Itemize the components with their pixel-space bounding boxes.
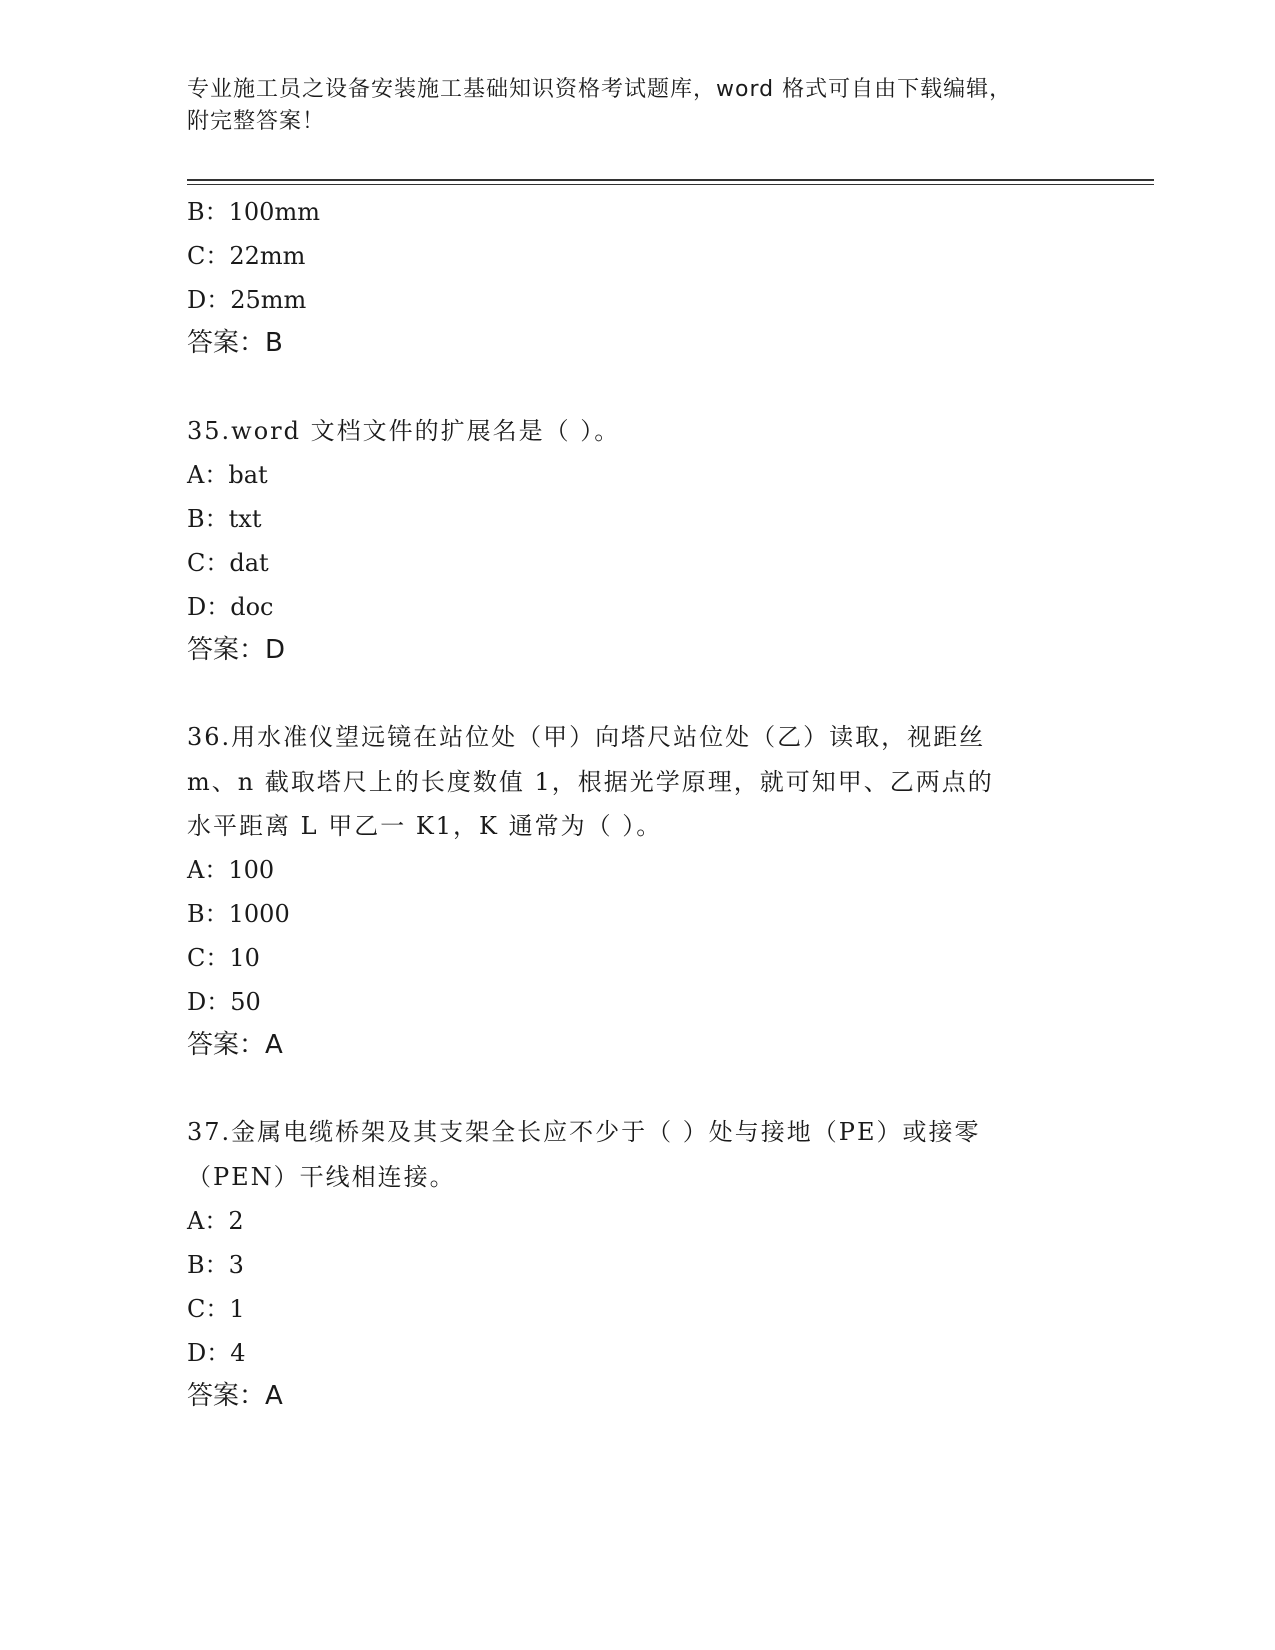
q36-option-a: A：100: [187, 856, 275, 884]
q34-option-b: B：100mm: [187, 198, 320, 226]
q35-option-d: D：doc: [187, 593, 274, 621]
header-divider-thin: [187, 184, 1154, 185]
q37-stem-line-2: （PEN）干线相连接。: [187, 1163, 456, 1191]
q35-stem: 35.word 文档文件的扩展名是（ ）。: [187, 417, 621, 445]
q35-option-b: B：txt: [187, 505, 262, 533]
header-title-line-1: 专业施工员之设备安装施工基础知识资格考试题库，word 格式可自由下载编辑，: [187, 77, 1013, 102]
q35-option-c: C：dat: [187, 549, 269, 577]
q36-option-c: C：10: [187, 944, 260, 972]
q36-stem-line-3: 水平距离 L 甲乙一 K1，K 通常为（ ）。: [187, 812, 663, 840]
q35-option-a: A：bat: [187, 461, 268, 489]
q37-option-d: D：4: [187, 1339, 246, 1367]
q35-answer: 答案：D: [187, 635, 286, 665]
q36-option-b: B：1000: [187, 900, 290, 928]
q37-option-c: C：1: [187, 1295, 245, 1323]
header-title-line-2: 附完整答案！: [187, 109, 326, 134]
q36-stem-line-1: 36.用水准仪望远镜在站位处（甲）向塔尺站位处（乙）读取，视距丝: [187, 723, 986, 751]
q37-stem-line-1: 37.金属电缆桥架及其支架全长应不少于（ ）处与接地（PE）或接零: [187, 1118, 981, 1146]
q34-answer: 答案：B: [187, 328, 283, 358]
document-header: [187, 74, 1087, 138]
header-divider-thick: [187, 179, 1154, 181]
q36-stem-line-2: m、n 截取塔尺上的长度数值 1，根据光学原理，就可知甲、乙两点的: [187, 768, 994, 796]
q37-option-a: A：2: [187, 1207, 244, 1235]
q34-option-d: D：25mm: [187, 286, 307, 314]
q37-option-b: B：3: [187, 1251, 244, 1279]
q34-option-c: C：22mm: [187, 242, 306, 270]
q36-answer: 答案：A: [187, 1030, 283, 1060]
q37-answer: 答案：A: [187, 1381, 283, 1411]
q36-option-d: D：50: [187, 988, 261, 1016]
